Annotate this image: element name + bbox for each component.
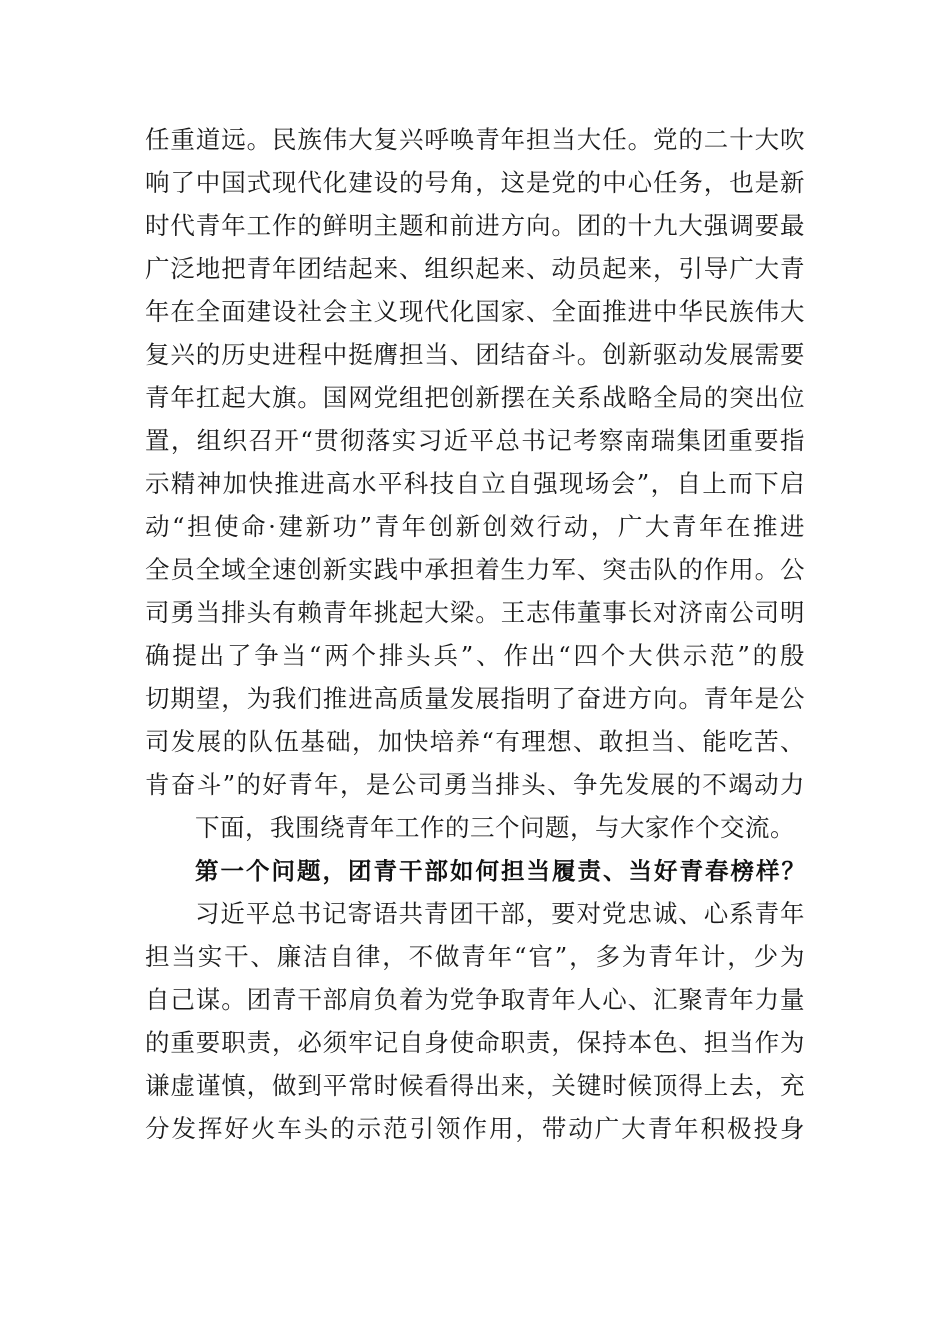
text-line: 示精神加快推进高水平科技自立自强现场会”，自上而下启 <box>145 469 805 498</box>
text-line: 全员全域全速创新实践中承担着生力军、突击队的作用。公 <box>145 555 805 584</box>
text-line: 分发挥好火车头的示范引领作用，带动广大青年积极投身 <box>145 1114 805 1143</box>
text-line: 自己谋。团青干部肩负着为党争取青年人心、汇聚青年力量 <box>145 985 805 1014</box>
text-line: 青年扛起大旗。国网党组把创新摆在关系战略全局的突出位 <box>145 383 805 412</box>
text-line: 的重要职责，必须牢记自身使命职责，保持本色、担当作为 <box>145 1028 805 1057</box>
text-line: 响了中国式现代化建设的号角，这是党的中心任务，也是新 <box>145 168 805 197</box>
text-line: 置，组织召开“贯彻落实习近平总书记考察南瑞集团重要指 <box>145 426 805 455</box>
text-line: 复兴的历史进程中挺膺担当、团结奋斗。创新驱动发展需要 <box>145 340 805 369</box>
text-line: 习近平总书记寄语共青团干部，要对党忠诚、心系青年 <box>195 899 805 928</box>
text-line: 动“担使命·建新功”青年创新创效行动，广大青年在推进 <box>145 512 805 541</box>
text-line: 司发展的队伍基础，加快培养“有理想、敢担当、能吃苦、 <box>145 727 805 756</box>
text-line: 广泛地把青年团结起来、组织起来、动员起来，引导广大青 <box>145 254 805 283</box>
text-line: 切期望，为我们推进高质量发展指明了奋进方向。青年是公 <box>145 684 805 713</box>
text-line: 担当实干、廉洁自律，不做青年“官”，多为青年计，少为 <box>145 942 805 971</box>
text-line: 确提出了争当“两个排头兵”、作出“四个大供示范”的殷 <box>145 641 805 670</box>
text-line: 时代青年工作的鲜明主题和前进方向。团的十九大强调要最 <box>145 211 805 240</box>
text-line: 司勇当排头有赖青年挑起大梁。王志伟董事长对济南公司明 <box>145 598 805 627</box>
text-line: 肯奋斗”的好青年，是公司勇当排头、争先发展的不竭动力 <box>145 770 805 799</box>
text-line: 年在全面建设社会主义现代化国家、全面推进中华民族伟大 <box>145 297 805 326</box>
text-line: 下面，我围绕青年工作的三个问题，与大家作个交流。 <box>195 813 795 842</box>
text-line: 谦虚谨慎，做到平常时候看得出来，关键时候顶得上去，充 <box>145 1071 805 1100</box>
section-heading: 第一个问题，团青干部如何担当履责、当好青春榜样？ <box>195 857 805 885</box>
text-line: 任重道远。民族伟大复兴呼唤青年担当大任。党的二十大吹 <box>145 125 805 154</box>
